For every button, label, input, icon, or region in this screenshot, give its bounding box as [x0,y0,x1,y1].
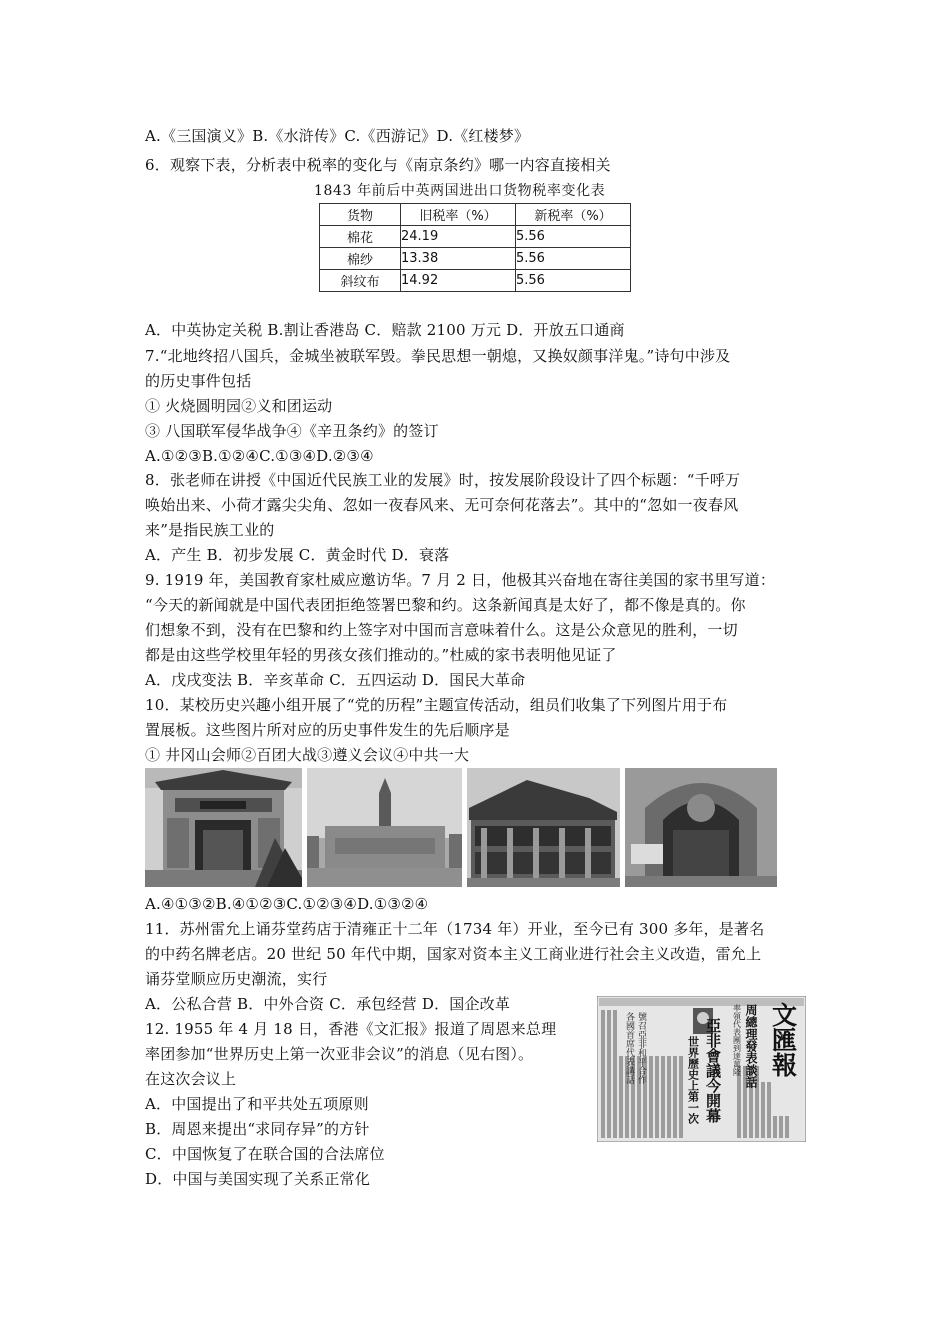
tax-rate-table [319,203,631,292]
q11-stem-line2: 的中药名牌老店。20 世纪 50 年代中期，国家对资本主义工商业进行社会主义改造，雷允上 [145,945,762,963]
q11-stem-line3: 诵芬堂顺应历史潮流，实行 [145,970,328,988]
photo-2-monument [307,768,462,887]
q7-options: A.①②③B.①②④C.①③④D.②③④ [145,447,374,465]
q12-option-b: B．周恩来提出“求同存异”的方针 [145,1120,370,1138]
q12-stem-line1: 12. 1955 年 4 月 18 日，香港《文汇报》报道了周恩来总理 [145,1020,557,1038]
table-cell: 棉纱 [320,248,401,270]
table-cell: 5.56 [516,248,631,270]
table-caption: 1843 年前后中英两国进出口货物税率变化表 [314,183,606,199]
table-cell: 5.56 [516,226,631,248]
column-header: 旧税率（%） [401,204,516,226]
table-row [320,226,631,248]
table-cell: 13.38 [401,248,516,270]
newspaper-sub-2: 號召亞非和平合作 [636,1012,646,1084]
q12-option-c: C．中国恢复了在联合国的合法席位 [145,1145,385,1163]
q9-options: A．戊戌变法 B．辛亥革命 C．五四运动 D．国民大革命 [145,671,526,689]
newspaper-sub-1: 各國首席代表講話 [624,1012,634,1084]
q7-stem-line2: 的历史事件包括 [145,372,252,390]
table-row [320,270,631,292]
photo-3-building [467,768,620,887]
q7-item-line2: ③ 八国联军侵华战争④《辛丑条约》的签订 [145,422,439,440]
q8-stem-line3: 来”是指民族工业的 [145,521,275,539]
photo-4-doorway [625,768,777,887]
q9-stem-line3: 们想象不到，没有在巴黎和约上签字对中国而言意味着什么。这是公众意见的胜利，一切 [145,621,738,639]
newspaper-masthead: 文匯報 [768,1002,798,1077]
q6-options: A．中英协定关税 B.割让香港岛 C．赔款 2100 万元 D．开放五口通商 [145,321,625,339]
photo-1-gate [145,768,302,887]
q8-stem-line2: 唤始出来、小荷才露尖尖角、忽如一夜春风来、无可奈何花落去”。其中的“忽如一夜春风 [145,496,739,514]
q10-item-line: ① 井冈山会师②百团大战③遵义会议④中共一大 [145,746,470,764]
q12-stem-line2: 率团参加“世界历史上第一次亚非会议”的消息（见右图）。 [145,1045,534,1063]
table-cell: 24.19 [401,226,516,248]
table-row [320,248,631,270]
newspaper-headline-4: 率領代表團到達萬隆 [732,1004,742,1076]
q9-stem-line1: 9. 1919 年，美国教育家杜威应邀访华。7 月 2 日，他极其兴奋地在寄往美国的家书里写道： [145,571,776,589]
newspaper-headline-3: 周總理發表談話 [744,1004,758,1088]
newspaper-headline-2: 亞非會議今開幕 [704,1018,722,1123]
q9-stem-line2: “今天的新闻就是中国代表团拒绝签署巴黎和约。这条新闻真是太好了，都不像是真的。你 [145,596,746,614]
q10-stem-line2: 置展板。这些图片所对应的历史事件发生的先后顺序是 [145,721,510,739]
q12-option-a: A．中国提出了和平共处五项原则 [145,1095,369,1113]
q6-stem: 6．观察下表，分析表中税率的变化与《南京条约》哪一内容直接相关 [145,156,611,174]
q7-stem-line1: 7.“北地终招八国兵，金城坐被联军毁。拳民思想一朝熄，又换奴颜事洋鬼。”诗句中涉及 [145,347,731,365]
column-header: 货物 [320,204,401,226]
q8-options: A．产生 B．初步发展 C．黄金时代 D．衰落 [145,546,450,564]
q11-stem-line1: 11．苏州雷允上诵芬堂药店于清雍正十二年（1734 年）开业，至今已有 300 多年，是著名 [145,920,765,938]
newspaper-headline-1: 世界歷史上第一次 [686,1036,700,1124]
q11-options: A．公私合营 B．中外合资 C．承包经营 D．国企改革 [145,995,511,1013]
column-header: 新税率（%） [516,204,631,226]
table-cell: 5.56 [516,270,631,292]
q5-options: A.《三国演义》B.《水浒传》C.《西游记》D.《红楼梦》 [145,127,530,145]
table-cell: 棉花 [320,226,401,248]
q12-stem-line3: 在这次会议上 [145,1070,237,1088]
q7-item-line1: ① 火烧圆明园②义和团运动 [145,397,333,415]
q8-stem-line1: 8．张老师在讲授《中国近代民族工业的发展》时，按发展阶段设计了四个标题：“千呼万 [145,471,741,489]
q10-stem-line1: 10．某校历史兴趣小组开展了“党的历程”主题宣传活动，组员们收集了下列图片用于布 [145,696,728,714]
newspaper-image [597,996,806,1142]
q12-option-d: D．中国与美国实现了关系正常化 [145,1170,371,1188]
table-cell: 斜纹布 [320,270,401,292]
q10-options: A.④①③②B.④①②③C.①②③④D.①③②④ [145,895,429,913]
table-cell: 14.92 [401,270,516,292]
table-header-row [320,204,631,226]
q9-stem-line4: 都是由这些学校里年轻的男孩女孩们推动的。”杜威的家书表明他见证了 [145,646,617,664]
